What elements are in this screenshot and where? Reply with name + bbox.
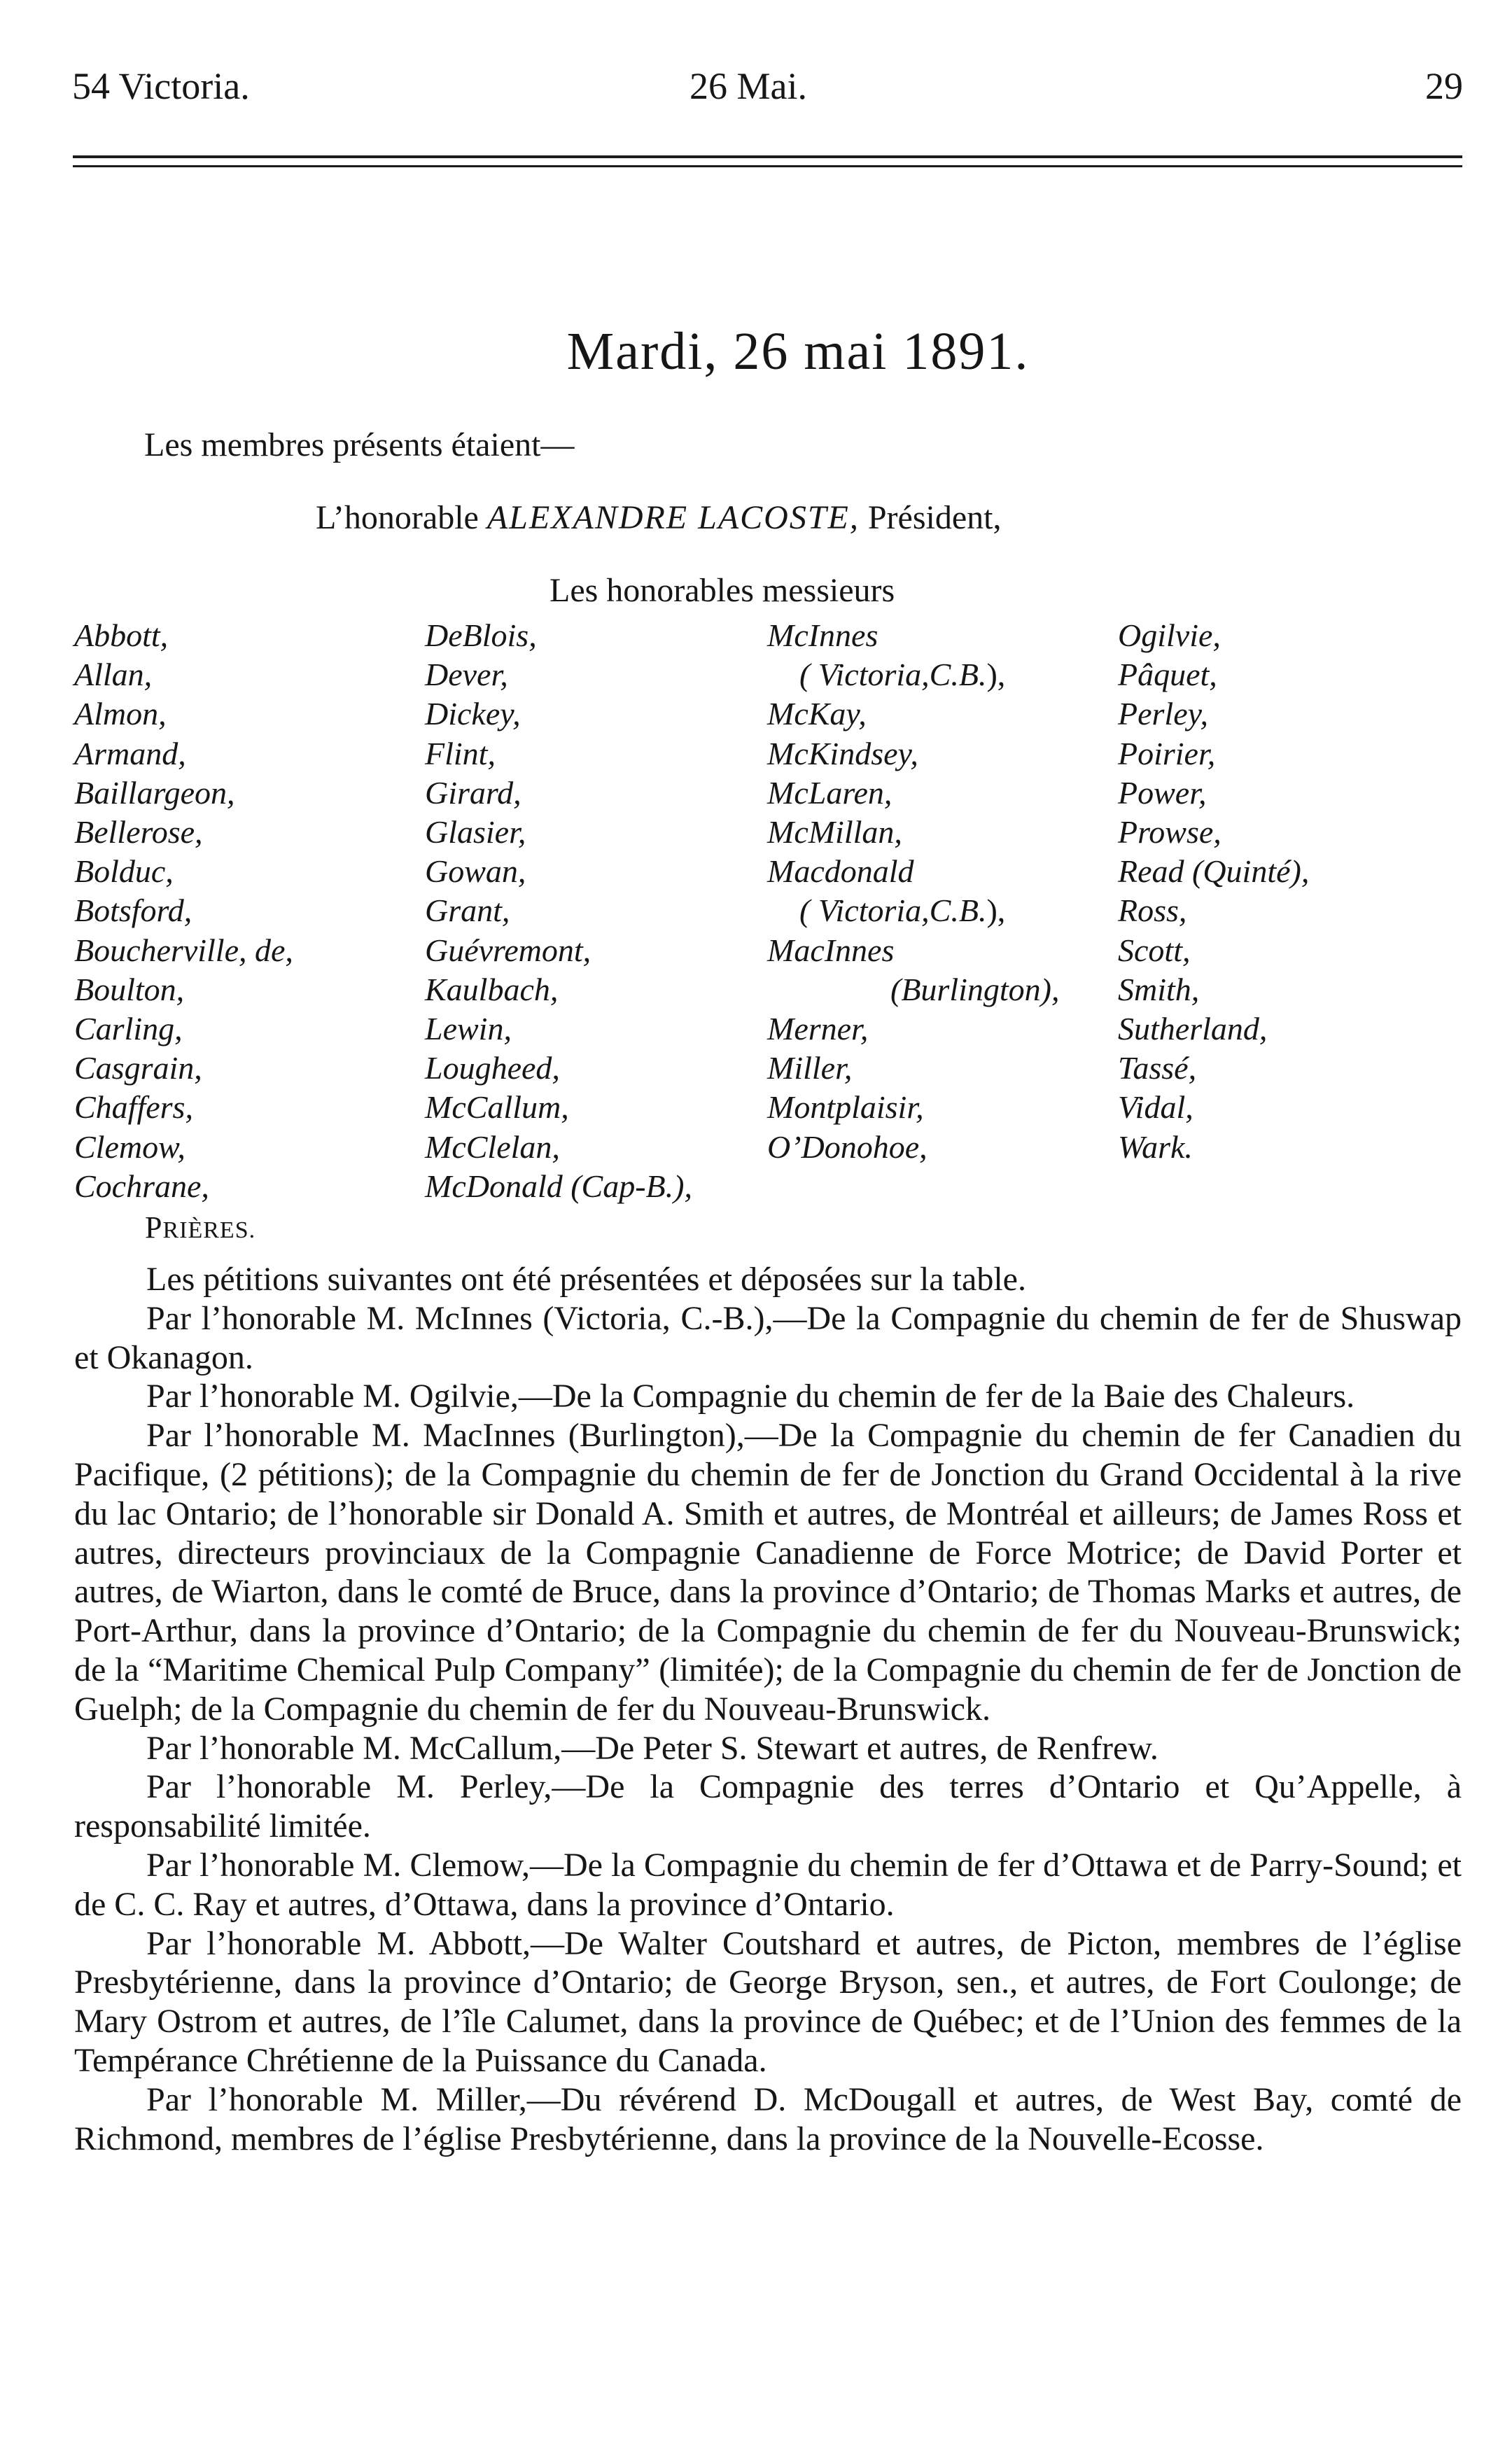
members-column-3 bbox=[767, 616, 1059, 1167]
paragraph: Par l’honorable M. MacInnes (Burlington),—De la Compagnie du chemin de fer Canadien du Pacifique, (2 pétitions); de la Compagnie du chemin de fer de Jonction du Grand Occidental à la rive du lac Ontario; de l’honorable sir Donald A. Smith et autres, de Montréal et ailleurs; de James Ross et autres, directeurs provinciaux de la Compagnie Canadienne de Force Motrice; de David Porter et autres, de Wiarton, dans le comté de Bruce, dans la province d’Ontario; de Thomas Marks et autres, de Port-Arthur, dans la province d’Ontario; de la Compagnie du chemin de fer du Nouveau-Brunswick; de la “Maritime Chemical Pulp Company” (limitée); de la Compagnie du chemin de fer de Jonction de Guelph; de la Compagnie du chemin de fer du Nouveau-Brunswick. bbox=[74, 1417, 1462, 1728]
member-name: Sutherland, bbox=[1118, 1011, 1268, 1047]
paragraph: Par l’honorable M. Abbott,—De Walter Coutshard et autres, de Picton, membres de l’église Presbytérienne, dans la province d’Ontario; de George Bryson, sen., et autres, de Fort Coulonge; de Mary Ostrom et autres, de l’île Calumet, dans la province de Québec; et de l’Union des femmes de la Tempérance Chrétienne de la Puissance du Canada. bbox=[74, 1924, 1462, 2079]
paragraph: Par l’honorable M. Clemow,—De la Compagnie du chemin de fer d’Ottawa et de Parry-Sound; et de C. C. Ray et autres, d’Ottawa, dans la province d’Ontario. bbox=[74, 1846, 1462, 1923]
sitting-date-title: Mardi, 26 mai 1891. bbox=[566, 322, 1030, 381]
paragraph: Par l’honorable M. Perley,—De la Compagnie des terres d’Ontario et Qu’Appelle, à responsabilité limitée. bbox=[74, 1768, 1462, 1845]
president-title: Président, bbox=[867, 499, 1002, 536]
member-name: Almon, bbox=[74, 696, 167, 732]
member-name: Botsford, bbox=[74, 892, 192, 929]
member-name: Scott, bbox=[1118, 932, 1191, 968]
member-name: Glasier, bbox=[425, 814, 526, 850]
member-name: Lougheed, bbox=[425, 1050, 560, 1086]
member-name: Girard, bbox=[425, 774, 522, 811]
header-rule-bottom bbox=[73, 165, 1462, 167]
members-heading: Les honorables messieurs bbox=[550, 572, 895, 609]
page-number: 29 bbox=[1425, 65, 1463, 107]
paragraph: Par l’honorable M. Ogilvie,—De la Compagnie du chemin de fer de la Baie des Chaleurs. bbox=[146, 1378, 1355, 1415]
running-head-date: 26 Mai. bbox=[690, 65, 807, 107]
member-name: Guévremont, bbox=[425, 932, 592, 968]
petitions-text bbox=[74, 1260, 1462, 2158]
member-name: Abbott, bbox=[74, 617, 169, 653]
member-name: Wark. bbox=[1118, 1128, 1193, 1165]
member-name: MacInnes bbox=[767, 932, 895, 968]
member-name: Dickey, bbox=[425, 696, 521, 732]
member-name: McDonald (Cap-B.), bbox=[425, 1168, 692, 1204]
member-name: Baillargeon, bbox=[74, 774, 235, 811]
member-name: McMillan, bbox=[767, 814, 902, 850]
riding-name: ( Victoria,C.B. bbox=[799, 892, 987, 929]
paragraph: Les pétitions suivantes ont été présentées et déposées sur la table. bbox=[146, 1261, 1026, 1298]
member-name: Grant, bbox=[425, 892, 510, 929]
riding-name: ( Victoria,C.B. bbox=[799, 657, 987, 693]
member-name: Dever, bbox=[425, 657, 508, 693]
member-name: Boucherville, de, bbox=[74, 932, 293, 968]
members-column-1 bbox=[74, 616, 293, 1206]
member-name: Ross, bbox=[1118, 892, 1187, 929]
member-name: McClelan, bbox=[425, 1128, 560, 1165]
member-name: Ogilvie, bbox=[1118, 617, 1221, 653]
member-name: Smith, bbox=[1118, 971, 1200, 1007]
president-prefix: L’honorable bbox=[316, 499, 479, 536]
member-name: O’Donohoe, bbox=[767, 1128, 927, 1165]
member-name: Pâquet, bbox=[1118, 657, 1217, 693]
member-name: Chaffers, bbox=[74, 1089, 193, 1126]
member-name: Allan, bbox=[74, 657, 153, 693]
president-line bbox=[316, 501, 1001, 535]
member-name: Miller, bbox=[767, 1050, 853, 1086]
member-name: McKindsey, bbox=[767, 735, 918, 771]
member-name: DeBlois, bbox=[425, 617, 537, 653]
member-name: Boulton, bbox=[74, 971, 185, 1007]
member-riding: (Burlington), bbox=[890, 971, 1060, 1007]
member-name: McKay, bbox=[767, 696, 867, 732]
member-name: Carling, bbox=[74, 1011, 183, 1047]
member-name: McCallum, bbox=[425, 1089, 569, 1126]
member-name: McInnes bbox=[767, 617, 878, 653]
member-name: Montplaisir, bbox=[767, 1089, 924, 1126]
member-name: Macdonald bbox=[767, 853, 914, 890]
attendance-intro: Les membres présents étaient— bbox=[144, 426, 575, 463]
members-column-4 bbox=[1118, 616, 1309, 1167]
running-head-left: 54 Victoria. bbox=[72, 65, 250, 107]
riding-close: ), bbox=[986, 892, 1006, 929]
header-rule-top bbox=[73, 155, 1462, 158]
member-riding bbox=[767, 655, 1059, 694]
prayers-rest: RIÈRES. bbox=[162, 1217, 256, 1243]
president-name: ALEXANDRE LACOSTE, bbox=[486, 499, 860, 536]
members-column-2 bbox=[425, 616, 692, 1206]
paragraph: Par l’honorable M. McInnes (Victoria, C.-B.),—De la Compagnie du chemin de fer de Shuswap et Okanagon. bbox=[74, 1299, 1462, 1376]
member-name: Perley, bbox=[1118, 696, 1208, 732]
member-name: Cochrane, bbox=[74, 1168, 209, 1204]
paragraph: Par l’honorable M. McCallum,—De Peter S. Stewart et autres, de Renfrew. bbox=[146, 1729, 1158, 1767]
riding-close: ), bbox=[986, 657, 1006, 693]
member-name: Lewin, bbox=[425, 1011, 512, 1047]
prayers-heading bbox=[145, 1212, 255, 1243]
member-name: Tassé, bbox=[1118, 1050, 1197, 1086]
member-name: Power, bbox=[1118, 774, 1207, 811]
member-name: Bellerose, bbox=[74, 814, 203, 850]
member-name: Merner, bbox=[767, 1011, 869, 1047]
member-name: Flint, bbox=[425, 735, 496, 771]
member-name: Kaulbach, bbox=[425, 971, 559, 1007]
member-riding bbox=[767, 891, 1059, 930]
paragraph: Par l’honorable M. Miller,—Du révérend D. McDougall et autres, de West Bay, comté de Richmond, membres de l’église Presbytérienne, dans la province de la Nouvelle-Ecosse. bbox=[74, 2080, 1462, 2157]
member-name: Armand, bbox=[74, 735, 186, 771]
member-name: McLaren, bbox=[767, 774, 892, 811]
member-name: Gowan, bbox=[425, 853, 526, 890]
member-name: Clemow, bbox=[74, 1128, 186, 1165]
member-name: Vidal, bbox=[1118, 1089, 1194, 1126]
member-name: Bolduc, bbox=[74, 853, 174, 890]
member-name: Read (Quinté), bbox=[1118, 853, 1310, 890]
member-name: Prowse, bbox=[1118, 814, 1222, 850]
member-name: Poirier, bbox=[1118, 735, 1216, 771]
prayers-initial: P bbox=[145, 1210, 163, 1245]
member-name: Casgrain, bbox=[74, 1050, 202, 1086]
